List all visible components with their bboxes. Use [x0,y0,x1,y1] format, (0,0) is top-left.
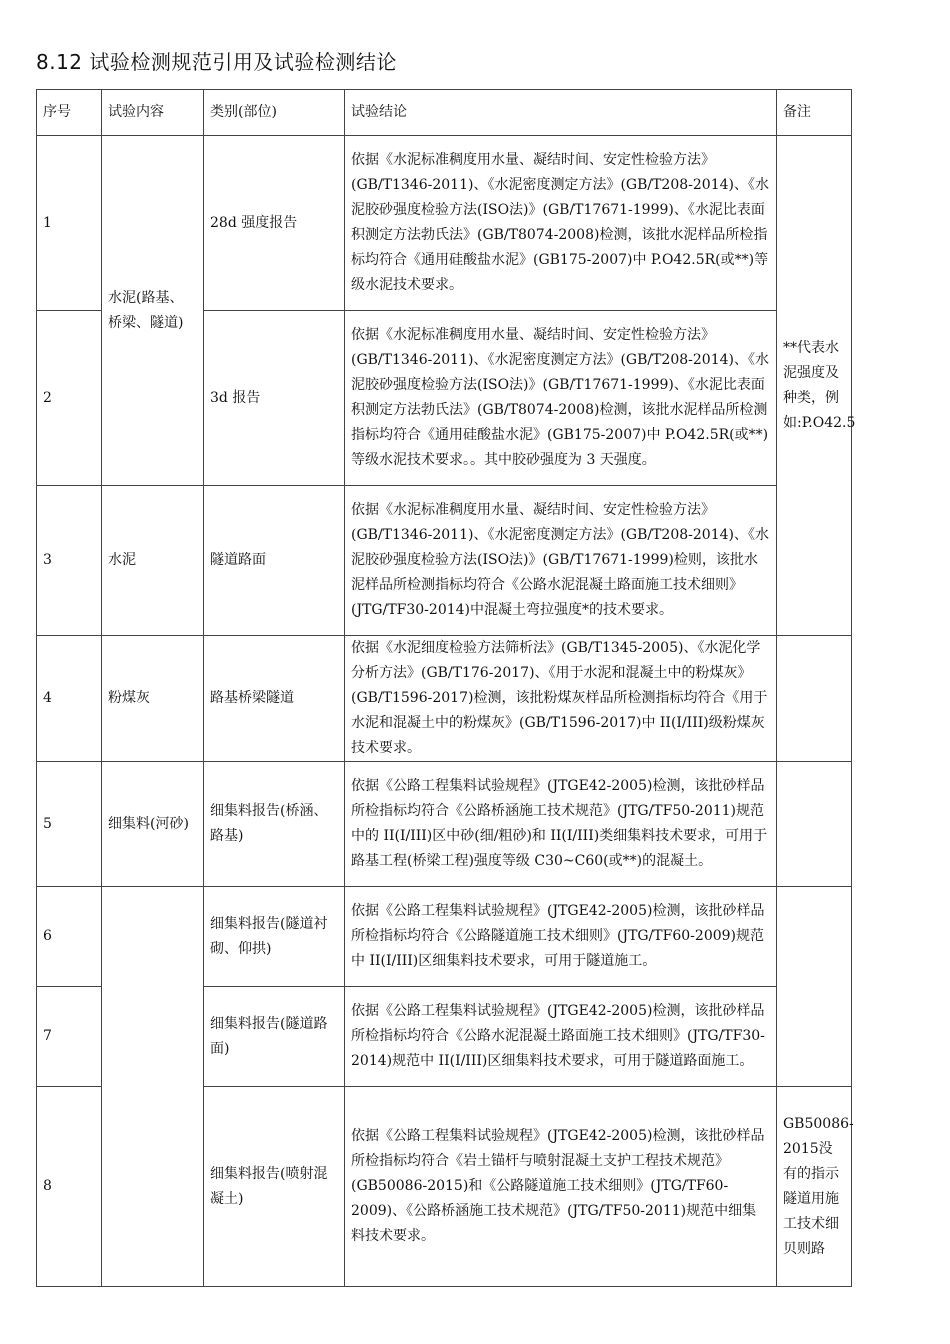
row-content-empty [102,887,204,1287]
row-seq: 6 [37,887,102,987]
row-content: 水泥 [102,486,204,636]
row-category: 路基桥梁隧道 [204,636,345,762]
row-conclusion: 依据《水泥标准稠度用水量、凝结时间、安定性检验方法》(GB/T1346-2011)、《水泥密度测定方法》(GB/T208-2014)、《水泥胶砂强度检验方法(ISO法)》(GB/T17671-1999)、《水泥比表面积测定方法勃氏法》(GB/T8074-2008)检测，该批水泥样品所检指标均符合《通用硅酸盐水泥》(GB175-2007)中 P.O42.5R(或**)等级水泥技术要求。 [345,136,777,311]
row-category: 3d 报告 [204,311,345,486]
row-seq: 7 [37,987,102,1087]
row-conclusion: 依据《公路工程集料试验规程》(JTGE42-2005)检测，该批砂样品所检指标均符合《公路水泥混凝土路面施工技术细则》(JTG/TF30-2014)规范中 II(I/III)区细集料技术要求，可用于隧道路面施工。 [345,987,777,1087]
row-seq: 1 [37,136,102,311]
row-content: 细集料(河砂) [102,762,204,887]
row-conclusion: 依据《公路工程集料试验规程》(JTGE42-2005)检测，该批砂样品所检指标均符合《岩土锚杆与喷射混凝土支护工程技术规范》(GB50086-2015)和《公路隧道施工技术细则》(JTG/TF60-2009)、《公路桥涵施工技术规范》(JTG/TF50-2011)规范中细集料技术要求。 [345,1087,777,1287]
table-header-row [37,90,852,136]
row-category: 28d 强度报告 [204,136,345,311]
page-title: 8.12 试验检测规范引用及试验检测结论 [36,50,397,74]
row-category: 细集料报告(桥涵、路基) [204,762,345,887]
row-conclusion: 依据《水泥标准稠度用水量、凝结时间、安定性检验方法》(GB/T1346-2011)、《水泥密度测定方法》(GB/T208-2014)、《水泥胶砂强度检验方法(ISO法)》(GB/T17671-1999)、《水泥比表面积测定方法勃氏法》(GB/T8074-2008)检测，该批水泥样品所检测指标均符合《通用硅酸盐水泥》(GB175-2007)中 P.O42.5R(或**)等级水泥技术要求。。其中胶砂强度为 3 天强度。 [345,311,777,486]
row-conclusion: 依据《水泥标准稠度用水量、凝结时间、安定性检验方法》(GB/T1346-2011)、《水泥密度测定方法》(GB/T208-2014)、《水泥胶砂强度检验方法(ISO法)》(GB/T17671-1999)检则，该批水泥样品所检测指标均符合《公路水泥混凝土路面施工技术细则》(JTG/TF30-2014)中混凝土弯拉强度*的技术要求。 [345,486,777,636]
row-category: 细集料报告(喷射混凝土) [204,1087,345,1287]
header-content: 试验内容 [102,90,204,136]
row-category: 隧道路面 [204,486,345,636]
row-conclusion: 依据《公路工程集料试验规程》(JTGE42-2005)检测，该批砂样品所检指标均符合《公路桥涵施工技术规范》(JTG/TF50-2011)规范中的 II(I/III)区中砂(细/粗砂)和 II(I/III)类细集料技术要求，可用于路基工程(桥梁工程)强度等级 C30~C60(或**)的混凝土。 [345,762,777,887]
row-content: 粉煤灰 [102,636,204,762]
row-seq: 2 [37,311,102,486]
row-remark: **代表水泥强度及种类，例如:P.O42.5 [777,136,852,636]
table-row [37,136,852,311]
row-conclusion: 依据《水泥细度检验方法筛析法》(GB/T1345-2005)、《水泥化学分析方法》(GB/T176-2017)、《用于水泥和混凝土中的粉煤灰》(GB/T1596-2017)检测，该批粉煤灰样品所检测指标均符合《用于水泥和混凝土中的粉煤灰》(GB/T1596-2017)中 II(I/III)级粉煤灰技术要求。 [345,636,777,762]
row-remark-empty [777,636,852,762]
row-seq: 4 [37,636,102,762]
test-conclusion-table [36,89,856,1287]
row-seq: 8 [37,1087,102,1287]
table-row [37,762,852,887]
header-remark: 备注 [777,90,852,136]
header-seq: 序号 [37,90,102,136]
table-row [37,887,852,987]
row-remark-empty [777,887,852,1087]
row-content: 水泥(路基、桥梁、隧道) [102,136,204,486]
row-category: 细集料报告(隧道衬砌、仰拱) [204,887,345,987]
row-conclusion: 依据《公路工程集料试验规程》(JTGE42-2005)检测，该批砂样品所检指标均符合《公路隧道施工技术细则》(JTG/TF60-2009)规范中 II(I/III)区细集料技术要求，可用于隧道施工。 [345,887,777,987]
table-row [37,636,852,762]
row-seq: 5 [37,762,102,887]
row-seq: 3 [37,486,102,636]
row-remark-empty [777,762,852,887]
header-conclusion: 试验结论 [345,90,777,136]
row-remark: GB50086-2015没有的指示隧道用施工技术细贝则路 [777,1087,852,1287]
row-category: 细集料报告(隧道路面) [204,987,345,1087]
table-row [37,486,852,636]
header-category: 类别(部位) [204,90,345,136]
